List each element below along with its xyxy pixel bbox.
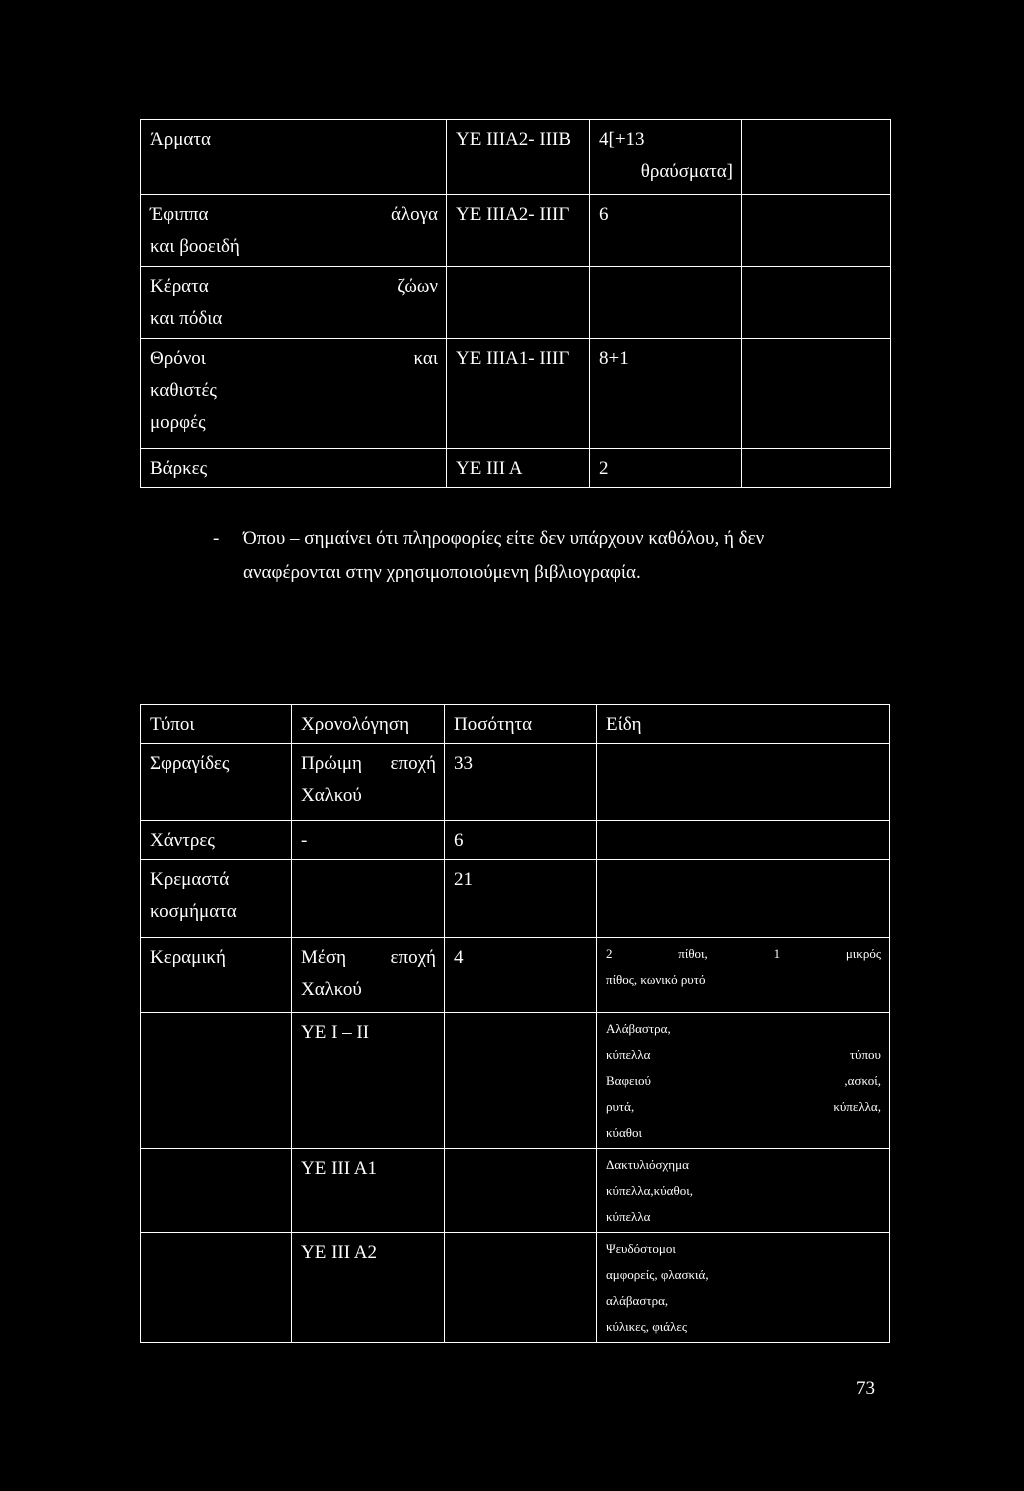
column-header: Ποσότητα: [445, 705, 597, 744]
table-cell: [742, 449, 891, 488]
table-cell: [597, 860, 890, 938]
table-cell: [292, 1233, 445, 1343]
cell-line: Μέση εποχή: [301, 947, 436, 968]
table-cell: Κεραμική: [141, 938, 292, 1013]
table-row: [141, 339, 891, 449]
table-cell: 4: [445, 938, 597, 1013]
table-cell: [445, 1149, 597, 1233]
table-cell: [590, 339, 742, 449]
table-cell: [447, 267, 590, 339]
table-cell: Κρεμαστά κοσμήματα: [141, 860, 292, 938]
table-cell: Χάντρες: [141, 821, 292, 860]
table-cell: 21: [445, 860, 597, 938]
table-cell: Σφραγίδες: [141, 744, 292, 821]
cell-line: θραύσματα]: [640, 161, 733, 182]
cell-line: 8+1: [599, 348, 629, 369]
table-cell: [445, 1013, 597, 1149]
table-cell: [742, 339, 891, 449]
table-row: [141, 1013, 890, 1149]
cell-line: Χαλκού: [301, 979, 362, 1000]
table-cell: [292, 744, 445, 821]
table-cell: [590, 120, 742, 195]
cell-line: αμφορείς, φλασκιά,: [606, 1267, 709, 1282]
column-header: Τύποι: [141, 705, 292, 744]
table-cell: [141, 1149, 292, 1233]
cell-line: και πόδια: [150, 308, 223, 329]
table-cell: ΥΕ ΙΙΙΑ2- ΙΙΙΓ: [447, 195, 590, 267]
table-cell: [597, 938, 890, 1013]
table-cell: [590, 195, 742, 267]
table-cell: [597, 1233, 890, 1343]
table-cell: 33: [445, 744, 597, 821]
cell-line: Χαλκού: [301, 785, 362, 806]
table-cell: [590, 449, 742, 488]
table-cell: [742, 120, 891, 195]
cell-line: 2: [599, 458, 609, 479]
table-row: [141, 938, 890, 1013]
cell-line: Βαφειού ,ασκοί,: [606, 1073, 881, 1088]
table-header-row: [141, 705, 890, 744]
table-row: [141, 821, 890, 860]
table-cell: ΥΕ ΙΙΙΑ1- ΙΙΙΓ: [447, 339, 590, 449]
cell-line: ΥΕ Ι – ΙΙ: [301, 1022, 370, 1043]
table-cell: [597, 1013, 890, 1149]
cell-line: Έφιππα άλογα: [150, 204, 438, 225]
cell-line: 2 πίθοι, 1 μικρός: [606, 946, 881, 961]
column-header: Χρονολόγηση: [292, 705, 445, 744]
table-cell: [141, 120, 447, 195]
table-cell: ΥΕ ΙΙΙΑ2- ΙΙΙΒ: [447, 120, 590, 195]
cell-line: πίθος, κωνικό ρυτό: [606, 972, 706, 987]
cell-line: κύλικες, φιάλες: [606, 1319, 688, 1334]
table-row: [141, 267, 891, 339]
table-cell: [292, 938, 445, 1013]
table-cell: [141, 339, 447, 449]
table-cell: [141, 1233, 292, 1343]
cell-line: κύπελλα,κύαθοι,: [606, 1183, 693, 1198]
table-cell: [597, 744, 890, 821]
table-cell: 6: [445, 821, 597, 860]
cell-line: Κέρατα ζώων: [150, 276, 438, 297]
table-cell: [597, 1149, 890, 1233]
cell-line: -: [301, 830, 308, 851]
table-cell: [742, 195, 891, 267]
cell-line: 4[+13: [599, 129, 645, 150]
artifacts-table-2: [140, 704, 890, 1343]
cell-line: αλάβαστρα,: [606, 1293, 669, 1308]
cell-line: ΥΕ ΙΙΙ Α1: [301, 1158, 377, 1179]
table-row: [141, 120, 891, 195]
cell-line: 6: [599, 204, 609, 225]
table-row: [141, 860, 890, 938]
table-cell: [141, 267, 447, 339]
table-row: [141, 1233, 890, 1343]
footnote-text: Όπου – σημαίνει ότι πληροφορίες είτε δεν υπάρχουν καθόλου, ή δεν αναφέρονται στην χρησιμοποιούμενη βιβλιογραφία.: [243, 528, 765, 583]
table-cell: [292, 1013, 445, 1149]
page-number: 73: [856, 1378, 875, 1399]
cell-line: κύπελλα: [606, 1209, 651, 1224]
footnote: [213, 522, 853, 590]
table-row: [141, 744, 890, 821]
cell-line: Αλάβαστρα,: [606, 1021, 671, 1036]
table-cell: [597, 821, 890, 860]
table-row: [141, 195, 891, 267]
table-cell: [292, 1149, 445, 1233]
table-cell: [292, 821, 445, 860]
cell-line: και βοοειδή: [150, 236, 240, 257]
table-cell: ΥΕ ΙΙΙ Α: [447, 449, 590, 488]
cell-line: ΥΕ ΙΙΙ Α2: [301, 1242, 377, 1263]
table-cell: [292, 860, 445, 938]
table-cell: [141, 195, 447, 267]
column-header: Είδη: [597, 705, 890, 744]
cell-line: Ψευδόστομοι: [606, 1241, 676, 1256]
table-row: [141, 449, 891, 488]
footnote-dash: -: [213, 528, 220, 549]
cell-line: μορφές: [150, 412, 206, 433]
cell-line: Βάρκες: [150, 458, 208, 479]
table-row: [141, 1149, 890, 1233]
table-cell: [141, 449, 447, 488]
cell-line: κύπελλα τύπου: [606, 1047, 881, 1062]
cell-line: Πρώιμη εποχή: [301, 753, 436, 774]
cell-line: Δακτυλιόσχημα: [606, 1157, 689, 1172]
artifacts-table-1: [140, 119, 891, 488]
table-cell: [742, 267, 891, 339]
table-cell: [141, 1013, 292, 1149]
cell-line: Άρματα: [150, 129, 211, 150]
cell-line: κύαθοι: [606, 1125, 643, 1140]
cell-line: καθιστές: [150, 380, 217, 401]
cell-line: ρυτά, κύπελλα,: [606, 1099, 881, 1114]
table-cell: [590, 267, 742, 339]
cell-line: Θρόνοι και: [150, 348, 438, 369]
table-cell: [445, 1233, 597, 1343]
